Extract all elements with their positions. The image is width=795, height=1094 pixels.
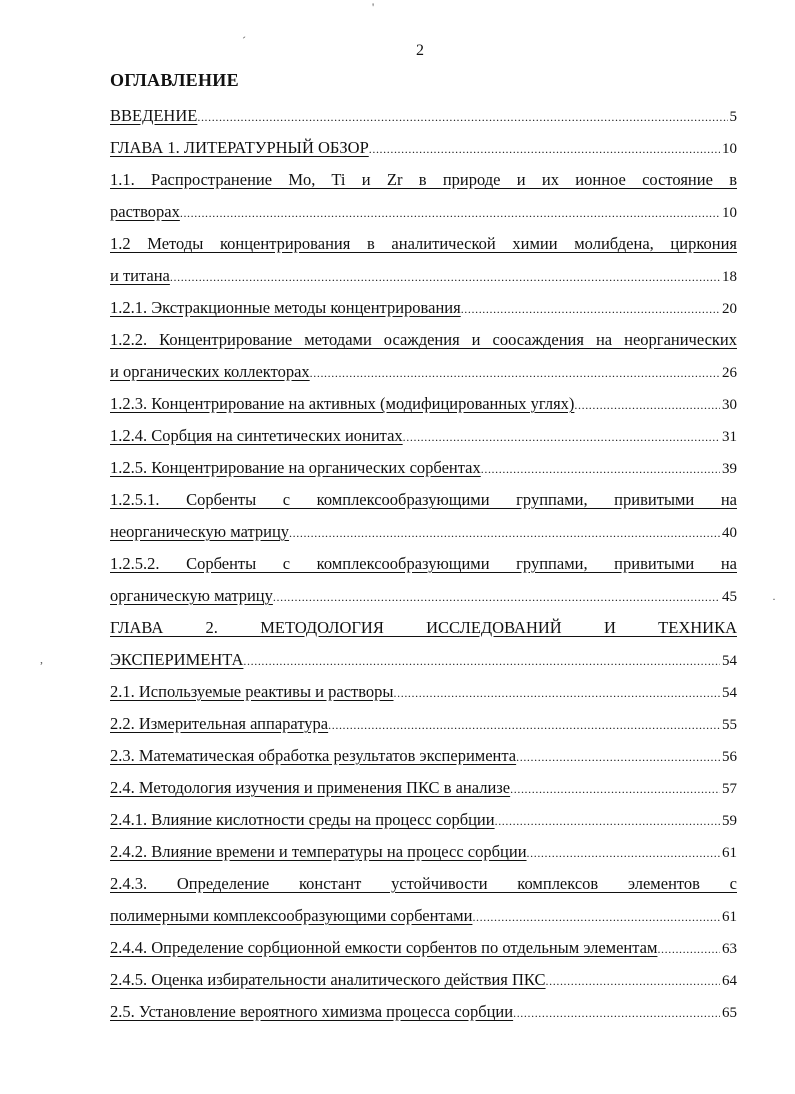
- toc-entry-page: 59: [722, 813, 737, 829]
- toc-entry-line: [110, 260, 737, 292]
- toc-entry: [110, 932, 737, 964]
- toc-entry: [110, 484, 737, 548]
- toc-entry-line: [110, 164, 737, 196]
- toc-entry-title: растворах: [110, 202, 180, 221]
- toc-entry: [110, 804, 737, 836]
- dot-leader: [513, 996, 720, 1029]
- toc-entry-line: [110, 708, 737, 740]
- toc-entry-line: [110, 484, 737, 516]
- toc-entry: [110, 612, 737, 676]
- toc-entry: [110, 964, 737, 996]
- toc-entry-page: 61: [722, 845, 737, 861]
- toc-entry-page: 26: [722, 365, 737, 381]
- dot-leader: [481, 452, 720, 485]
- dot-leader: [310, 356, 720, 389]
- toc-entry-page: 18: [722, 269, 737, 285]
- toc-entry: [110, 132, 737, 164]
- dot-leader: [657, 932, 720, 965]
- toc-entry-line: [110, 548, 737, 580]
- toc-entry: [110, 228, 737, 292]
- toc-entry-page: 56: [722, 749, 737, 765]
- dot-leader: [273, 580, 720, 613]
- toc-entry: [110, 100, 737, 132]
- toc-entry-title: 2.4. Методология изучения и применения ПКС в анализе: [110, 778, 511, 797]
- dot-leader: [510, 772, 720, 805]
- dot-leader: [170, 260, 720, 293]
- toc-entry: [110, 772, 737, 804]
- toc-entry-title: 1.2 Методы концентрирования в аналитической химии молибдена, циркония: [110, 234, 737, 253]
- toc-entry-line: [110, 932, 737, 964]
- toc-entry-title: ГЛАВА 1. ЛИТЕРАТУРНЫЙ ОБЗОР: [110, 138, 369, 157]
- toc-entry: [110, 676, 737, 708]
- toc-entry-line: [110, 900, 737, 932]
- dot-leader: [289, 516, 720, 549]
- toc-entry-page: 10: [722, 141, 737, 157]
- toc-entry-title: органическую матрицу: [110, 586, 273, 605]
- toc-entry-line: [110, 836, 737, 868]
- dot-leader: [403, 420, 720, 453]
- dot-leader: [394, 676, 720, 709]
- toc-entry-page: 30: [722, 397, 737, 413]
- toc-entry-line: [110, 132, 737, 164]
- toc-entry-title: 2.1. Используемые реактивы и растворы: [110, 682, 394, 701]
- toc-entry: [110, 452, 737, 484]
- toc-entry-title: 2.3. Математическая обработка результатов эксперимента: [110, 746, 517, 765]
- toc-entry-title: 2.5. Установление вероятного химизма процесса сорбции: [110, 1002, 514, 1021]
- toc-entry-line: [110, 964, 737, 996]
- toc-entry-line: [110, 324, 737, 356]
- toc-entry-title: ГЛАВА 2. МЕТОДОЛОГИЯ ИССЛЕДОВАНИЙ И ТЕХНИКА: [110, 618, 737, 637]
- toc-entry-page: 63: [722, 941, 737, 957]
- toc-entry-line: [110, 612, 737, 644]
- toc-entry: [110, 996, 737, 1028]
- dot-leader: [516, 740, 720, 773]
- dot-leader: [243, 644, 720, 677]
- toc-entry-line: [110, 228, 737, 260]
- toc-entry-page: 61: [722, 909, 737, 925]
- toc-entry: [110, 868, 737, 932]
- toc-entry-line: [110, 740, 737, 772]
- toc-entry-title: ВВЕДЕНИЕ: [110, 106, 198, 125]
- toc-entry-page: 31: [722, 429, 737, 445]
- toc-entry-title: 1.2.3. Концентрирование на активных (модифицированных углях): [110, 394, 575, 413]
- dot-leader: [180, 196, 720, 229]
- toc-entry-page: 5: [729, 109, 737, 125]
- page-number: 2: [416, 42, 424, 59]
- toc-entry-title: 2.4.3. Определение констант устойчивости комплексов элементов с: [110, 874, 737, 893]
- toc-entry-line: [110, 676, 737, 708]
- toc-entry: [110, 708, 737, 740]
- toc-entry: [110, 420, 737, 452]
- toc-entry-page: 57: [722, 781, 737, 797]
- toc-title: ОГЛАВЛЕНИЕ: [110, 70, 239, 90]
- toc-entry-title: неорганическую матрицу: [110, 522, 290, 541]
- toc-entry-title: 2.4.1. Влияние кислотности среды на процесс сорбции: [110, 810, 495, 829]
- toc-entry-line: [110, 996, 737, 1028]
- toc-entry-page: 54: [722, 653, 737, 669]
- dot-leader: [197, 100, 727, 133]
- toc-entry-page: 20: [722, 301, 737, 317]
- dot-leader: [574, 388, 720, 421]
- toc-entry: [110, 292, 737, 324]
- toc-entry-line: [110, 868, 737, 900]
- toc-entry-line: [110, 292, 737, 324]
- toc-entry-line: [110, 356, 737, 388]
- toc-entry-title: 2.4.2. Влияние времени и температуры на процесс сорбции: [110, 842, 527, 861]
- toc-entry: [110, 164, 737, 228]
- toc-entry-title: 1.2.1. Экстракционные методы концентрирования: [110, 298, 461, 317]
- toc-entry-title: 1.1. Распространение Mo, Ti и Zr в природе и их ионное состояние в: [110, 170, 737, 189]
- dot-leader: [328, 708, 720, 741]
- toc-entry-title: 2.2. Измерительная аппаратура: [110, 714, 329, 733]
- dot-leader: [495, 804, 720, 837]
- toc-entry-line: [110, 388, 737, 420]
- toc-entry-line: [110, 420, 737, 452]
- scan-speck: ,: [40, 652, 43, 666]
- toc-entry-page: 40: [722, 525, 737, 541]
- toc-entry-page: 39: [722, 461, 737, 477]
- toc-entry-line: [110, 100, 737, 132]
- toc-entry-title: 2.4.5. Оценка избирательности аналитического действия ПКС: [110, 970, 546, 989]
- scan-speck: ': [372, 0, 375, 14]
- toc-entry: [110, 548, 737, 612]
- toc-entry-line: [110, 516, 737, 548]
- toc-entry-title: и органических коллекторах: [110, 362, 310, 381]
- dot-leader: [472, 900, 720, 933]
- toc-entry-page: 64: [722, 973, 737, 989]
- toc-entry: [110, 388, 737, 420]
- toc-entry-line: [110, 644, 737, 676]
- toc-entry-line: [110, 804, 737, 836]
- toc-entry-title: ЭКСПЕРИМЕНТА: [110, 650, 244, 669]
- toc-entry-title: 1.2.2. Концентрирование методами осаждения и соосаждения на неорганических: [110, 330, 737, 349]
- table-of-contents: [110, 100, 737, 1028]
- toc-entry-line: [110, 580, 737, 612]
- toc-entry-page: 54: [722, 685, 737, 701]
- toc-entry: [110, 740, 737, 772]
- toc-entry-page: 55: [722, 717, 737, 733]
- toc-entry-title: 1.2.4. Сорбция на синтетических ионитах: [110, 426, 403, 445]
- toc-entry-title: полимерными комплексообразующими сорбентами: [110, 906, 473, 925]
- toc-entry-page: 45: [722, 589, 737, 605]
- toc-entry-line: [110, 452, 737, 484]
- toc-entry-title: и титана: [110, 266, 170, 285]
- toc-entry-line: [110, 772, 737, 804]
- dot-leader: [546, 964, 720, 997]
- toc-entry-page: 10: [722, 205, 737, 221]
- scan-speck: ·: [772, 592, 776, 606]
- scan-speck: ´: [242, 34, 246, 48]
- dot-leader: [527, 836, 720, 869]
- toc-entry-title: 2.4.4. Определение сорбционной емкости сорбентов по отдельным элементам: [110, 938, 658, 957]
- dot-leader: [369, 132, 720, 165]
- toc-entry-title: 1.2.5.2. Сорбенты с комплексообразующими группами, привитыми на: [110, 554, 737, 573]
- toc-entry: [110, 836, 737, 868]
- toc-entry-line: [110, 196, 737, 228]
- toc-entry: [110, 324, 737, 388]
- toc-entry-title: 1.2.5. Концентрирование на органических сорбентах: [110, 458, 481, 477]
- dot-leader: [461, 292, 720, 325]
- toc-entry-page: 65: [722, 1005, 737, 1021]
- toc-entry-title: 1.2.5.1. Сорбенты с комплексообразующими группами, привитыми на: [110, 490, 737, 509]
